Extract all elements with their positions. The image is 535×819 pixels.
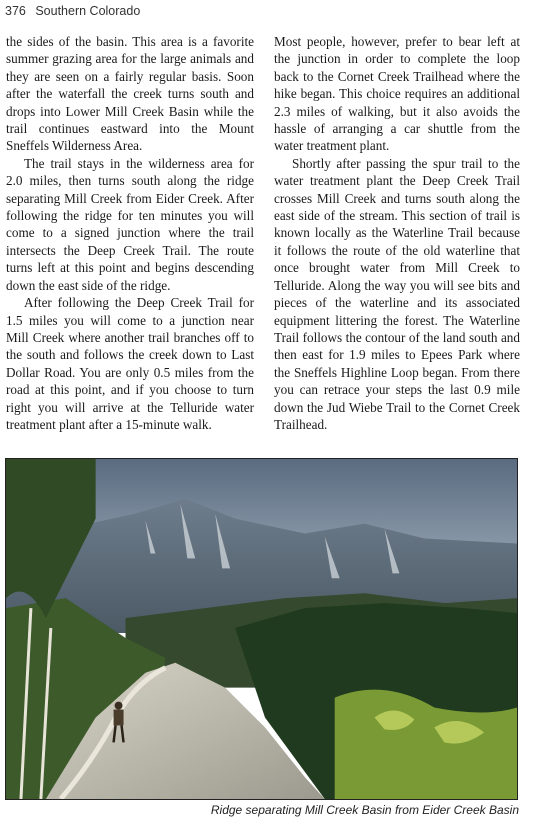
paragraph: Shortly after passing the spur trail to the water treatment plant the Deep Creek Trail crosses Mill Creek and turns south along the east side of the stream. This section of trail is known locally as the Waterline Trail because it follows the route of the old waterline that once brought water from Mill Creek to Telluride. Along the way you will see bits and pieces of the waterline and its associated equipment littering the forest. The Waterline Trail follows the contour of the land south and then east for 1.9 miles to Epees Park where the Sneffels Highline Loop began. From there you can retrace your steps the last 0.9 mile down the Jud Wiebe Trail to the Cornet Creek Trailhead. — [274, 155, 520, 432]
right-column — [274, 33, 520, 433]
photo-illustration — [6, 459, 517, 799]
photo-caption: Ridge separating Mill Creek Basin from Eider Creek Basin — [210, 803, 519, 817]
running-header — [5, 4, 140, 18]
paragraph: the sides of the basin. This area is a favorite summer grazing area for the large animals and they are seen on a fairly regular basis. Soon after the waterfall the creek turns south and drops into Lower Mill Creek Basin while the trail continues eastward into the Mount Sneffels Wilderness Area. — [6, 34, 254, 154]
left-column — [6, 33, 254, 433]
paragraph: Most people, however, prefer to bear left at the junction in order to complete the loop back to the Cornet Creek Trailhead where the hike began. This choice requires an additional 2.3 miles of walking, but it also avoids the hassle of arranging a car shuttle from the water treatment plant. — [274, 34, 520, 154]
landscape-photo — [5, 458, 518, 800]
running-title: Southern Colorado — [35, 4, 141, 18]
page-number: 376 — [5, 4, 26, 18]
paragraph: After following the Deep Creek Trail for 1.5 miles you will come to a junction near Mill Creek where another trail branches off to the south and follows the creek down to Last Dollar Road. You are only 0.5 miles from the road at this point, and if you choose to turn right you will arrive at the Telluride water treatment plant after a 15-minute walk. — [6, 295, 254, 432]
paragraph: The trail stays in the wilderness area for 2.0 miles, then turns south along the ridge separating Mill Creek from Eider Creek. After following the ridge for ten minutes you will come to a signed junction where the trail intersects the Deep Creek Trail. The route turns left at this point and begins descending down the east side of the ridge. — [6, 155, 254, 293]
